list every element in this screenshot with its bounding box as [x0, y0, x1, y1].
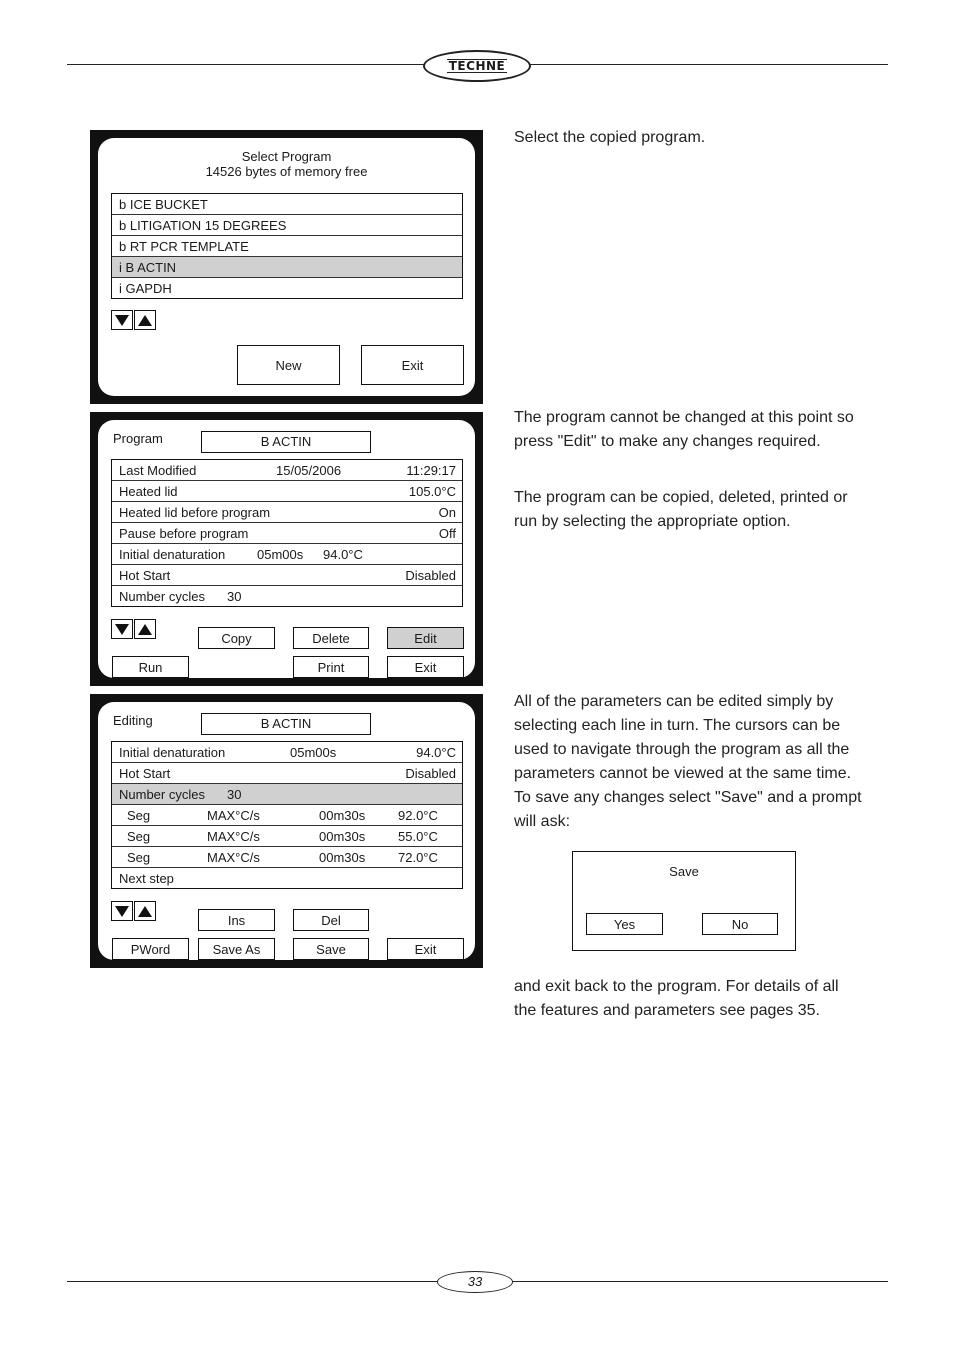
instruction-exit: and exit back to the program. For details of all the features and parameters see pages 35. — [514, 978, 839, 1019]
scroll-up-icon[interactable] — [134, 619, 156, 639]
program-list-item[interactable]: i GAPDH — [119, 281, 172, 296]
no-button[interactable]: No — [702, 913, 778, 935]
instruction-select-copied: Select the copied program. — [514, 129, 706, 146]
row-heated-lid-before[interactable]: Heated lid before program On — [112, 502, 462, 523]
row-number-cycles[interactable]: Number cycles 30 — [119, 589, 242, 604]
save-dialog-title: Save — [669, 864, 699, 879]
scroll-down-icon[interactable] — [111, 619, 133, 639]
program-list — [111, 193, 463, 299]
program-list-item[interactable]: b ICE BUCKET — [112, 194, 462, 215]
row-pause-before[interactable]: Pause before program Off — [112, 523, 462, 544]
screen-title: Select Program — [241, 149, 332, 164]
row-heated-lid[interactable]: Heated lid 105.0°C — [112, 481, 462, 502]
run-button[interactable]: Run — [112, 656, 189, 678]
instruction-cannot-change: The program cannot be changed at this point so press "Edit" to make any changes required. — [514, 409, 854, 450]
editing-parameters — [111, 741, 463, 889]
page-number: 33 — [437, 1271, 513, 1293]
program-parameters — [111, 459, 463, 607]
scroll-down-icon[interactable] — [111, 901, 133, 921]
row-number-cycles-selected[interactable]: Number cycles 30 — [112, 784, 462, 805]
techne-logo: TECHNE — [423, 50, 531, 82]
exit-button[interactable]: Exit — [387, 938, 464, 960]
program-screen — [90, 412, 483, 686]
row-initial-denaturation[interactable]: Initial denaturation 05m00s 94.0°C — [112, 742, 462, 763]
editing-screen — [90, 694, 483, 968]
instruction-editing: All of the parameters can be edited simply by selecting each line in turn. The cursors can be used to navigate through the program as all the parameters cannot be viewed at the same time. To save any changes select "Save" and a prompt will ask: — [514, 693, 862, 830]
print-button[interactable]: Print — [293, 656, 369, 678]
program-name-field[interactable]: B ACTIN — [201, 431, 371, 453]
save-button[interactable]: Save — [293, 938, 369, 960]
row-segment[interactable]: Seg MAX°C/s 00m30s 92.0°C — [112, 805, 462, 826]
row-last-modified[interactable]: Last Modified 15/05/2006 11:29:17 — [112, 460, 462, 481]
edit-button[interactable]: Edit — [387, 627, 464, 649]
screen-label: Program — [113, 431, 163, 446]
insert-button[interactable]: Ins — [198, 909, 275, 931]
program-list-item[interactable]: b RT PCR TEMPLATE — [112, 236, 462, 257]
select-program-screen — [90, 130, 483, 404]
row-hot-start[interactable]: Hot Start Disabled — [112, 763, 462, 784]
instruction-options: The program can be copied, deleted, printed or run by selecting the appropriate option. — [514, 489, 848, 530]
save-as-button[interactable]: Save As — [198, 938, 275, 960]
memory-status: 14526 bytes of memory free — [205, 164, 368, 179]
row-initial-denaturation[interactable]: Initial denaturation 05m00s 94.0°C — [112, 544, 462, 565]
row-segment[interactable]: Seg MAX°C/s 00m30s 72.0°C — [112, 847, 462, 868]
save-dialog — [572, 851, 796, 951]
program-list-item[interactable]: b LITIGATION 15 DEGREES — [112, 215, 462, 236]
yes-button[interactable]: Yes — [586, 913, 663, 935]
new-button[interactable]: New — [237, 345, 340, 385]
delete-button[interactable]: Delete — [293, 627, 369, 649]
row-segment[interactable]: Seg MAX°C/s 00m30s 55.0°C — [112, 826, 462, 847]
copy-button[interactable]: Copy — [198, 627, 275, 649]
password-button[interactable]: PWord — [112, 938, 189, 960]
screen-label: Editing — [113, 713, 153, 728]
delete-button[interactable]: Del — [293, 909, 369, 931]
scroll-up-icon[interactable] — [134, 310, 156, 330]
row-next-step[interactable]: Next step — [119, 871, 174, 886]
row-hot-start[interactable]: Hot Start Disabled — [112, 565, 462, 586]
exit-button[interactable]: Exit — [387, 656, 464, 678]
exit-button[interactable]: Exit — [361, 345, 464, 385]
program-name-field[interactable]: B ACTIN — [201, 713, 371, 735]
program-list-item-selected[interactable]: i B ACTIN — [112, 257, 462, 278]
scroll-down-icon[interactable] — [111, 310, 133, 330]
scroll-up-icon[interactable] — [134, 901, 156, 921]
